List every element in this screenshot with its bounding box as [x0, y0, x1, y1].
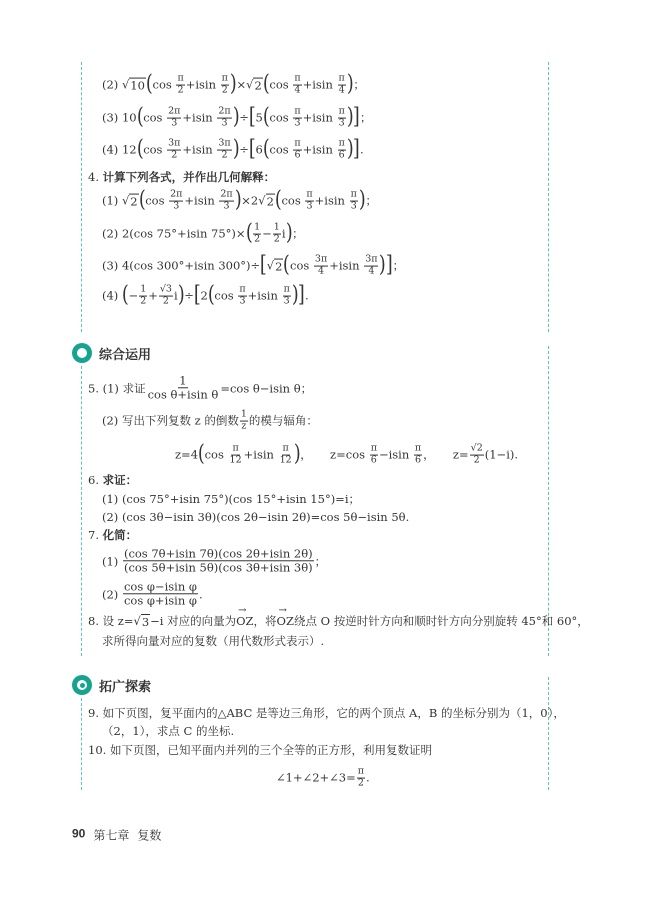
fraction — [293, 139, 301, 162]
fraction — [221, 74, 229, 97]
bracket: ( — [262, 105, 270, 130]
denominator: (cos 5θ+isin 5θ)(cos 3θ+isin 3θ) — [123, 560, 313, 575]
math-text: cos — [204, 448, 228, 462]
numerator: cos φ−isin φ — [123, 579, 197, 594]
vector-arrow-icon: → — [278, 605, 287, 616]
math-text: cos — [152, 78, 176, 92]
exercise-3-item-3 — [102, 107, 372, 130]
math-text: +isin — [182, 111, 217, 125]
denominator: 4 — [294, 84, 301, 96]
fraction — [169, 190, 183, 213]
square-root — [122, 78, 146, 93]
page-footer — [72, 827, 161, 844]
bracket: ( — [283, 253, 291, 278]
radicand: 2 — [130, 194, 138, 209]
math-text: ÷ — [184, 289, 194, 303]
exercise-6-item-1 — [102, 491, 360, 507]
denominator: 6 — [338, 149, 345, 161]
target-circle-icon — [72, 675, 92, 695]
bracket: ) — [285, 221, 293, 246]
math-text: 5 — [255, 111, 263, 125]
exercise-7-item-2 — [102, 580, 203, 607]
fraction — [293, 107, 301, 130]
chapter-title: 复数 — [137, 828, 162, 843]
fraction — [123, 580, 198, 607]
math-text: (1) (cos 75°+isin 75°)(cos 15°+isin 15°)=i； — [102, 492, 360, 506]
fraction — [293, 74, 301, 97]
math-text: 的模与辐角： — [248, 414, 318, 428]
box-border-right — [548, 677, 549, 790]
denominator: 3 — [221, 117, 228, 129]
exercise-4-item-3 — [102, 255, 404, 278]
math-text: =cos θ−isin θ； — [220, 381, 313, 395]
math-text: cos — [145, 194, 169, 208]
bracket: ] — [353, 137, 361, 162]
fraction — [229, 444, 243, 467]
radical-sign: √ — [266, 258, 275, 273]
math-text: 4. — [88, 170, 103, 184]
heading-text: 求证： — [102, 473, 138, 487]
exercise-3-item-4 — [102, 139, 364, 162]
fraction — [238, 285, 246, 308]
numerator: 1 — [240, 408, 247, 420]
denominator: 4 — [318, 265, 325, 277]
radical-sign: √ — [121, 77, 130, 92]
math-text: z=4 — [175, 448, 199, 462]
denominator: 6 — [294, 149, 301, 161]
numerator: π — [294, 137, 301, 149]
math-text: 7. — [88, 528, 103, 542]
denominator: 4 — [338, 84, 345, 96]
box-border-left — [81, 698, 82, 790]
fraction — [219, 190, 233, 213]
math-text: 5. (1) 求证 — [88, 381, 146, 395]
numerator: 3π — [168, 137, 181, 149]
radical-sign: √ — [258, 193, 266, 208]
square-root — [133, 614, 150, 629]
fraction — [176, 74, 184, 97]
math-text: (1) — [102, 194, 122, 208]
numerator: 3π — [314, 253, 328, 265]
math-text: (2) — [102, 78, 122, 92]
box-border-right — [548, 346, 549, 656]
denominator: 3 — [306, 200, 313, 212]
exercise-4-heading — [88, 169, 275, 185]
math-text: i — [173, 289, 178, 303]
math-text: cos — [269, 78, 293, 92]
bracket: ( — [262, 72, 270, 97]
numerator: 3π — [365, 253, 378, 265]
math-text: (4) — [102, 289, 122, 303]
square-root — [246, 78, 263, 93]
math-text: − — [128, 289, 139, 303]
denominator: 2 — [171, 149, 178, 161]
math-text: ， z=cos — [300, 448, 369, 462]
denominator: 3 — [171, 117, 178, 129]
denominator: 3 — [338, 117, 345, 129]
vector — [236, 605, 254, 628]
math-text: ∠1+∠2+∠3= — [276, 771, 356, 785]
numerator: π — [294, 105, 301, 117]
exercise-5-item-1 — [88, 374, 312, 401]
bracket: ( — [136, 105, 144, 130]
bracket: ] — [353, 105, 361, 130]
exercise-6-heading — [88, 472, 137, 488]
math-text: − — [262, 227, 272, 241]
numerator: π — [283, 283, 290, 295]
math-text: ； — [353, 78, 365, 92]
exercise-9-line-1 — [88, 705, 565, 721]
bracket: ) — [293, 442, 301, 467]
math-text: +isin — [243, 448, 278, 462]
numerator: π — [221, 72, 228, 84]
radicand: 3 — [141, 614, 150, 629]
section-title: 综合运用 — [99, 347, 152, 363]
fraction — [279, 444, 293, 467]
math-text: cos — [290, 259, 313, 273]
math-text: ； — [365, 194, 377, 208]
exercise-4-item-1 — [102, 190, 377, 213]
fraction — [283, 285, 291, 308]
numerator: 2π — [168, 105, 181, 117]
chapter-label: 第七章 — [93, 828, 130, 843]
denominator: cos φ+isin φ — [123, 593, 197, 608]
bracket: ( — [262, 137, 270, 162]
bracket: [ — [248, 137, 256, 162]
square-root — [258, 194, 275, 209]
math-text: +isin — [314, 194, 349, 208]
radical-sign: √ — [246, 77, 254, 92]
denominator: 3 — [294, 117, 301, 129]
square-root — [122, 194, 139, 209]
math-text: cos — [143, 111, 167, 125]
math-text: 求所得向量对应的复数（用代数形式表示）. — [102, 634, 325, 648]
fraction — [139, 285, 147, 308]
box-border-right — [548, 62, 549, 332]
bracket: ( — [121, 283, 129, 308]
heading-text: 计算下列各式，并作出几何解释： — [102, 170, 276, 184]
numerator: 1 — [273, 221, 280, 233]
bracket: ) — [229, 72, 237, 97]
math-text: ÷ — [239, 111, 249, 125]
exercise-8-line-2 — [102, 633, 324, 649]
vector-label: OZ — [236, 614, 254, 628]
bracket: ( — [145, 72, 153, 97]
exercise-7-item-1 — [102, 547, 326, 574]
numerator: 3π — [218, 137, 231, 149]
bracket: ( — [197, 442, 205, 467]
denominator: 6 — [370, 454, 377, 466]
math-text: (4) 12 — [102, 143, 137, 157]
bracket: ] — [385, 253, 393, 278]
box-border-left — [81, 62, 82, 332]
math-text: 10. 如下页图，已知平面内并列的三个全等的正方形，利用复数证明 — [88, 743, 432, 757]
math-text: ； — [392, 259, 405, 273]
fraction — [273, 223, 281, 246]
bracket: ) — [291, 283, 299, 308]
numerator: π — [282, 442, 289, 454]
bracket: ( — [274, 188, 282, 213]
math-text: +isin — [329, 259, 364, 273]
exercise-3-item-2 — [102, 74, 365, 97]
bracket: ] — [298, 283, 306, 308]
denominator: 3 — [173, 200, 180, 212]
radicand: 2 — [266, 194, 274, 209]
denominator: 2 — [162, 295, 169, 307]
fraction — [470, 444, 484, 467]
math-text: ×2 — [241, 194, 259, 208]
math-text: +isin — [184, 194, 219, 208]
section-header-exploration — [72, 675, 151, 695]
fraction — [147, 374, 220, 401]
denominator: 2 — [177, 84, 184, 96]
fraction — [159, 285, 173, 308]
numerator: π — [294, 72, 301, 84]
math-text: −isin — [378, 448, 413, 462]
radicand: 2 — [275, 259, 283, 274]
denominator: 2 — [221, 149, 228, 161]
bracket: [ — [193, 283, 201, 308]
math-text: 9. 如下页图，复平面内的△ABC 是等边三角形，它的两个顶点 A，B 的坐标分别为（1，0）， — [88, 706, 565, 720]
exercise-8-line-1 — [88, 605, 589, 629]
math-text: (3) 10 — [102, 111, 137, 125]
radical-sign: √ — [133, 613, 141, 628]
denominator: 12 — [279, 454, 292, 466]
math-text: ，将 — [253, 614, 277, 628]
math-text: +isin — [302, 143, 337, 157]
denominator: 3 — [239, 295, 246, 307]
section-header-comprehensive — [72, 343, 151, 363]
bracket: [ — [260, 253, 267, 278]
math-text: cos — [143, 143, 167, 157]
math-text: cos — [281, 194, 305, 208]
bracket: ) — [234, 188, 242, 213]
exercise-5-formula — [175, 444, 518, 467]
triangle-circle-icon — [72, 343, 92, 363]
math-text: (2) (cos 3θ−isin 3θ)(cos 2θ−isin 2θ)=cos 5θ−isin 5θ. — [102, 510, 410, 524]
page-number: 90 — [72, 826, 86, 841]
fraction — [123, 547, 314, 574]
numerator: 1 — [140, 283, 147, 295]
radicand: 2 — [254, 78, 262, 93]
fraction — [338, 139, 346, 162]
denominator: 2 — [221, 84, 228, 96]
fraction — [350, 190, 358, 213]
bracket: ( — [136, 137, 144, 162]
bracket: ) — [379, 253, 387, 278]
numerator: π — [239, 283, 246, 295]
exercise-4-item-4 — [102, 285, 309, 308]
numerator: (cos 7θ+isin 7θ)(cos 2θ+isin 2θ) — [123, 546, 313, 561]
denominator: 2 — [357, 777, 364, 789]
math-text: +isin — [182, 143, 217, 157]
denominator: 3 — [283, 295, 290, 307]
denominator: 2 — [140, 295, 147, 307]
fraction — [414, 444, 422, 467]
math-text: +isin — [302, 111, 337, 125]
denominator: 2 — [273, 233, 280, 245]
math-text: ； — [314, 554, 327, 568]
bracket: ( — [245, 221, 253, 246]
math-text: . — [198, 587, 203, 601]
bracket: ) — [232, 105, 240, 130]
fraction — [370, 444, 378, 467]
box-border-left — [81, 366, 82, 656]
math-text: 6 — [255, 143, 263, 157]
radicand: 10 — [130, 78, 145, 93]
denominator: 4 — [368, 265, 375, 277]
bracket: ) — [358, 188, 366, 213]
math-text: i — [281, 227, 286, 241]
math-text: . — [305, 289, 309, 303]
math-text: +isin — [302, 78, 337, 92]
numerator: π — [350, 188, 357, 200]
math-text: (1) — [102, 554, 122, 568]
numerator: √3 — [159, 283, 172, 295]
vector-label: OZ — [276, 614, 294, 628]
numerator: 1 — [254, 221, 261, 233]
math-text: . — [366, 771, 370, 785]
exercise-4-item-2 — [102, 223, 304, 246]
square-root — [267, 259, 284, 274]
math-text: (2) — [102, 587, 122, 601]
math-text: cos — [269, 143, 293, 157]
math-text: × — [236, 78, 247, 92]
numerator: π — [414, 442, 422, 454]
fraction — [338, 107, 346, 130]
exercise-6-item-2 — [102, 510, 409, 524]
math-text: −i 对应的向量为 — [150, 614, 237, 628]
math-text: cos — [269, 111, 293, 125]
numerator: 2π — [218, 105, 231, 117]
math-text: ， z= — [423, 448, 469, 462]
exercise-9-line-2 — [102, 723, 234, 739]
numerator: 2π — [220, 188, 233, 200]
fraction — [217, 139, 231, 162]
math-text: + — [148, 289, 158, 303]
math-text: （2，1），求点 C 的坐标. — [102, 724, 235, 738]
math-text: cos — [214, 289, 238, 303]
fraction — [167, 107, 181, 130]
section-title: 拓广探索 — [99, 679, 152, 695]
fraction — [253, 223, 261, 246]
fraction — [338, 74, 346, 97]
math-text: +isin — [185, 78, 220, 92]
math-text: ； — [360, 111, 372, 125]
math-text: ÷ — [239, 143, 249, 157]
numerator: π — [338, 72, 345, 84]
exercise-7-heading — [88, 527, 137, 543]
exercise-10-line-1 — [88, 742, 432, 758]
math-text: ； — [292, 227, 304, 241]
bracket: ) — [177, 283, 185, 308]
numerator: π — [177, 72, 184, 84]
denominator: 12 — [229, 454, 242, 466]
math-text: . — [360, 143, 364, 157]
vector — [276, 605, 294, 628]
fraction — [305, 190, 313, 213]
bracket: ) — [232, 137, 240, 162]
denominator: z — [241, 420, 247, 432]
math-text: 6. — [88, 473, 103, 487]
math-text: 绕点 O 按逆时针方向和顺时针方向分别旋转 45°和 60°， — [293, 614, 589, 628]
math-text: +isin — [247, 289, 282, 303]
numerator: 2π — [170, 188, 183, 200]
bracket: ( — [207, 283, 215, 308]
fraction — [364, 255, 378, 278]
math-text: (2) 2(cos 75°+isin 75°)× — [102, 227, 246, 241]
bracket: [ — [248, 105, 256, 130]
heading-text: 化简： — [102, 528, 138, 542]
bracket: ) — [346, 137, 354, 162]
numerator: π — [370, 442, 377, 454]
exercise-10-formula — [276, 767, 370, 790]
numerator: π — [232, 442, 239, 454]
denominator: cos θ+isin θ — [147, 387, 219, 402]
numerator: π — [338, 137, 345, 149]
radical-sign: √ — [121, 193, 130, 208]
math-text: 2 — [200, 289, 208, 303]
denominator: 2 — [473, 454, 480, 466]
math-text: 8. 设 z= — [88, 614, 134, 628]
numerator: π — [338, 105, 345, 117]
fraction — [217, 107, 231, 130]
denominator: 6 — [415, 454, 422, 466]
numerator: √2 — [470, 442, 483, 454]
math-text: (1−i). — [484, 448, 519, 462]
exercise-5-item-2 — [102, 410, 318, 433]
numerator: 1 — [179, 373, 187, 388]
math-text: (2) 写出下列复数 z 的倒数 — [102, 414, 239, 428]
bracket: ) — [346, 105, 354, 130]
numerator: π — [357, 765, 365, 777]
numerator: π — [306, 188, 313, 200]
bracket: ) — [346, 72, 354, 97]
vector-arrow-icon: → — [238, 605, 247, 616]
bracket: ( — [138, 188, 146, 213]
fraction — [357, 767, 365, 790]
fraction — [314, 255, 328, 278]
math-text: (3) 4(cos 300°+isin 300°)÷ — [102, 259, 261, 273]
denominator: 2 — [254, 233, 261, 245]
fraction — [240, 410, 248, 433]
fraction — [167, 139, 181, 162]
denominator: 3 — [223, 200, 230, 212]
denominator: 3 — [350, 200, 357, 212]
